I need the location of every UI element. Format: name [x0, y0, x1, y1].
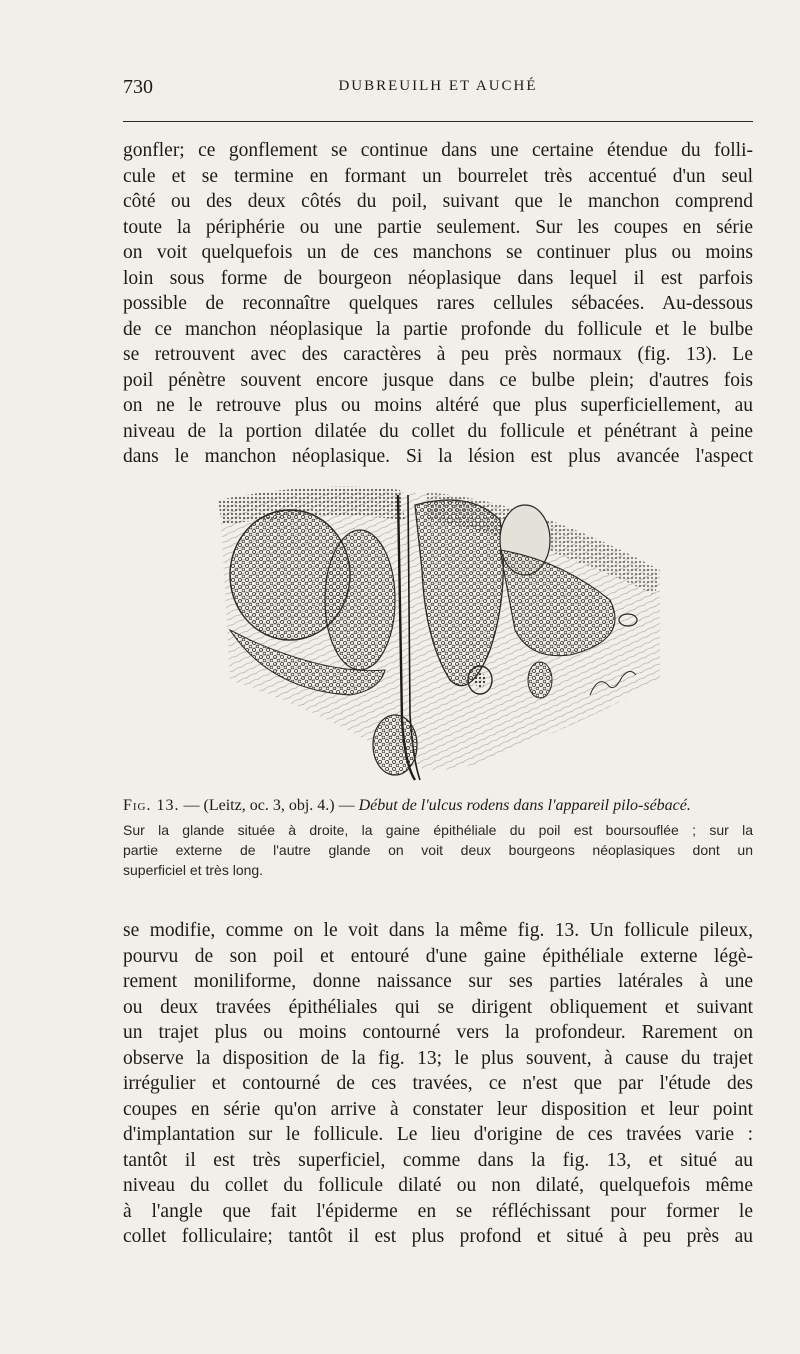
text-line: d'implantation sur le follicule. Le lieu d'origine de ces travées varie : [123, 1124, 753, 1145]
figure-caption-title [123, 796, 753, 816]
text-line: possible de reconnaître quelques rares cellules sébacées. Au-dessous [123, 293, 753, 314]
text-line: se modifie, comme on le voit dans la même fig. 13. Un follicule pileux, [123, 920, 753, 941]
text-line: on ne le retrouve plus ou moins altéré que plus superficiellement, au [123, 395, 753, 416]
paragraph-1 [123, 138, 753, 470]
text-line: niveau de la portion dilatée du collet du follicule et pénétrant à peine [123, 420, 753, 442]
text-line: irrégulier et contourné de ces travées, ce n'est que par l'étude des [123, 1073, 753, 1094]
header-rule [123, 121, 753, 122]
text-line: se retrouvent avec des caractères à peu près normaux (fig. 13). Le [123, 344, 753, 365]
figure-caption-text [123, 820, 753, 880]
page-header [123, 76, 753, 106]
text-line: coupes en série qu'on arrive à constater leur disposition et leur point [123, 1098, 753, 1120]
histology-figure [210, 480, 670, 788]
caption-line: superficiel et très long. [123, 862, 264, 878]
text-line: collet folliculaire; tantôt il est plus profond et situé à peu près au [123, 1226, 753, 1247]
text-line: cule et se termine en formant un bourrelet très accentué d'un seul [123, 165, 753, 187]
text-line: rement moniliforme, donne naissance sur ses parties latérales à une [123, 971, 753, 992]
text-line: loin sous forme de bourgeon néoplasique dans lequel il est parfois [123, 267, 753, 289]
text-line: à l'angle que fait l'épiderme en se réfléchissant pour former le [123, 1200, 753, 1222]
text-line: niveau du collet du follicule dilaté ou non dilaté, quelquefois même [123, 1175, 753, 1196]
text-line: toute la périphérie ou une partie seulement. Sur les coupes en série [123, 216, 753, 238]
running-head: DUBREUILH ET AUCHÉ [338, 78, 538, 94]
text-line: observe la disposition de la fig. 13; le plus souvent, à cause du trajet [123, 1047, 753, 1069]
text-line: poil pénètre souvent encore jusque dans ce bulbe plein; d'autres fois [123, 369, 753, 391]
caption-line: Sur la glande située à droite, la gaine épithéliale du poil est boursouflée ; sur la [123, 822, 753, 838]
text-line: dans le manchon néoplasique. Si la lésion est plus avancée l'aspect [123, 446, 753, 467]
text-line: côté ou des deux côtés du poil, suivant que le manchon comprend [123, 191, 753, 212]
text-line: tantôt il est très superficiel, comme dans la fig. 13, et situé au [123, 1149, 753, 1171]
figure-title: Début de l'ulcus rodens dans l'appareil pilo-sébacé. [358, 797, 691, 814]
text-line: un trajet plus ou moins contourné vers la profondeur. Rarement on [123, 1022, 753, 1043]
histology-illustration [210, 480, 670, 788]
text-line: on voit quelquefois un de ces manchons se continuer plus ou moins [123, 242, 753, 263]
figure-details: — (Leitz, oc. 3, obj. 4.) — [179, 797, 359, 814]
text-line: de ce manchon néoplasique la partie profonde du follicule et le bulbe [123, 318, 753, 340]
text-line: ou deux travées épithéliales qui se dirigent obliquement et suivant [123, 996, 753, 1018]
caption-line: partie externe de l'autre glande on voit deux bourgeons néoplasiques dont un [123, 842, 753, 858]
text-line: gonfler; ce gonflement se continue dans une certaine étendue du folli- [123, 140, 753, 161]
paragraph-2 [123, 918, 753, 1250]
text-line: pourvu de son poil et entouré d'une gaine épithéliale externe légè- [123, 945, 753, 967]
page-number: 730 [123, 76, 153, 98]
figure-label: Fig. 13. [123, 797, 180, 814]
